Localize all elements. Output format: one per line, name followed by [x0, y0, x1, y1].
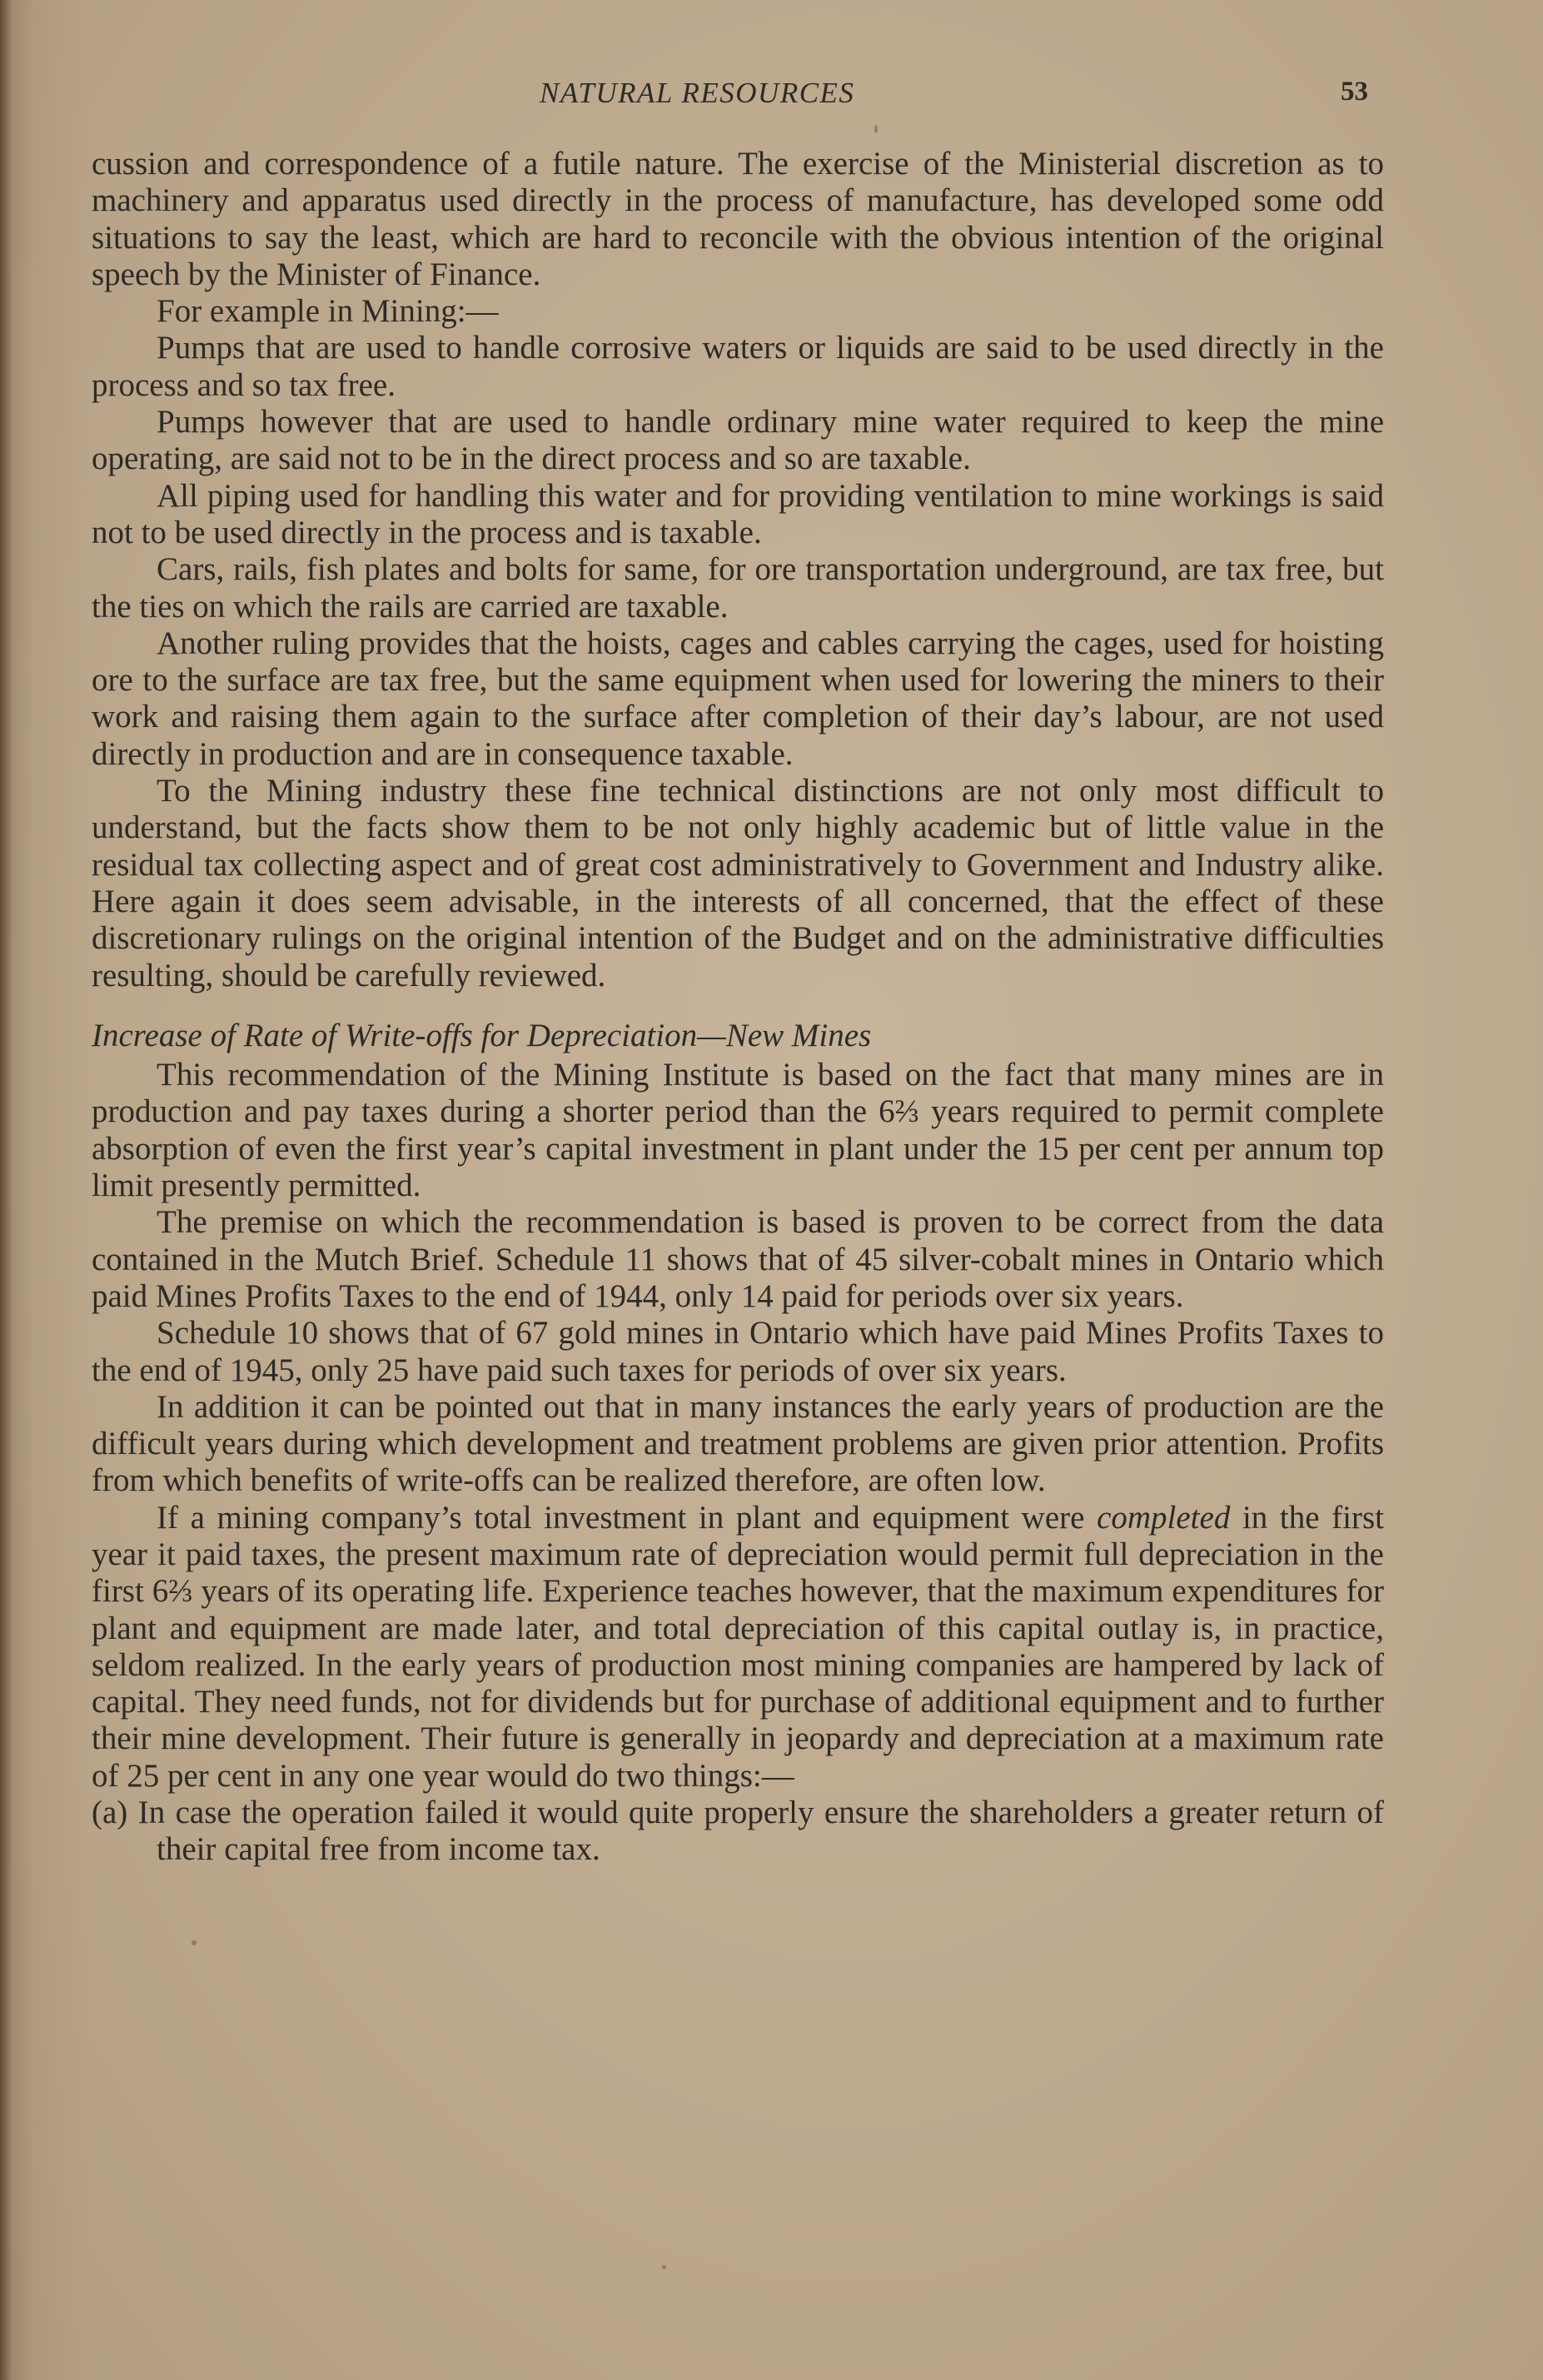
section-heading: Increase of Rate of Write-offs for Depreciation—New Mines: [92, 1017, 872, 1053]
paragraph: Pumps that are used to handle corrosive waters or liquids are said to be used directly in the process and so tax free.: [92, 330, 1384, 403]
paragraph-text: in the first year it paid taxes, the present maximum rate of depreciation would permit full depreciation in the first 6⅔ years of its operating life. Experience teaches however, that the maximum expenditures for plant and equipment are made later, and total depreciation of this capital outlay is, in practice, seldom realized. In the early years of production most mining companies are hampered by lack of capital. They need funds, not for dividends but for purchase of additional equipment and to further their mine development. Their future is generally in jeopardy and depreciation at a maximum rate of 25 per cent in any one year would do two things:—: [92, 1499, 1384, 1794]
paragraph: Cars, rails, fish plates and bolts for same, for ore transportation underground, are tax free, but the ties on which the rails are carried are taxable.: [92, 551, 1384, 625]
paragraph: [92, 1500, 1384, 1795]
paragraph: All piping used for handling this water and for providing ventilation to mine workings is said not to be used directly in the process and is taxable.: [92, 477, 1384, 550]
list-item-label: (a): [92, 1795, 128, 1831]
paragraph: The premise on which the recommendation is based is proven to be correct from the data contained in the Mutch Brief. Schedule 11 shows that of 45 silver-cobalt mines in Ontario which paid Mines Profits Taxes to the end of 1944, only 14 paid for periods over six years.: [92, 1204, 1384, 1314]
list-item: [92, 1795, 1384, 1869]
paper-speck: [874, 125, 878, 133]
book-spine-shadow: [0, 0, 12, 2380]
paragraph: cussion and correspondence of a futile nature. The exercise of the Ministerial discretion as to machinery and apparatus used directly in the process of manufacture, has developed some odd situations to say the least, which are hard to reconcile with the obvious intention of the original speech by the Minister of Finance.: [92, 146, 1384, 292]
paragraph: This recommendation of the Mining Institute is based on the fact that many mines are in production and pay taxes during a shorter period than the 6⅔ years required to permit complete absorption of even the first year’s capital investment in plant under the 15 per cent per annum top limit presently permitted.: [92, 1057, 1384, 1204]
paragraph: Schedule 10 shows that of 67 gold mines in Ontario which have paid Mines Profits Taxes to the end of 1945, only 25 have paid such taxes for periods of over six years.: [92, 1315, 1384, 1388]
paragraph: Pumps however that are used to handle ordinary mine water required to keep the mine operating, are said not to be in the direct process and so are taxable.: [92, 404, 1384, 477]
paragraph: In addition it can be pointed out that in many instances the early years of production are the difficult years during which development and treatment problems are given prior attention. Profits from which benefits of write-offs can be realized therefore, are often low.: [92, 1388, 1384, 1499]
paragraph: To the Mining industry these fine technical distinctions are not only most difficult to understand, but the facts show them to be not only highly academic but of little value in the residual tax collecting aspect and of great cost administratively to Government and Industry alike. Here again it does seem advisable, in the interests of all concerned, that the effect of these discretionary rulings on the original intention of the Budget and on the administrative difficulties resulting, should be carefully reviewed.: [92, 773, 1384, 993]
page-number: 53: [1341, 77, 1368, 107]
italic-word: completed: [1097, 1499, 1231, 1536]
paper-speck: [662, 2265, 666, 2269]
list-item-text: In case the operation failed it would quite properly ensure the shareholders a greater return of their capital free from income tax.: [137, 1795, 1384, 1868]
paragraph: Another ruling provides that the hoists, cages and cables carrying the cages, used for hoisting ore to the surface are tax free, but the same equipment when used for lowering the miners to their work and raising them again to the surface after completion of their day’s labour, are not used directly in production and are in consequence taxable.: [92, 625, 1384, 772]
running-title: NATURAL RESOURCES: [540, 77, 855, 109]
paragraph-text: If a mining company’s total investment in plant and equipment were: [157, 1499, 1098, 1536]
paper-speck: [192, 1940, 197, 1945]
body-text: [92, 146, 1384, 1869]
running-header: [0, 77, 1543, 113]
paragraph: For example in Mining:—: [157, 293, 499, 330]
